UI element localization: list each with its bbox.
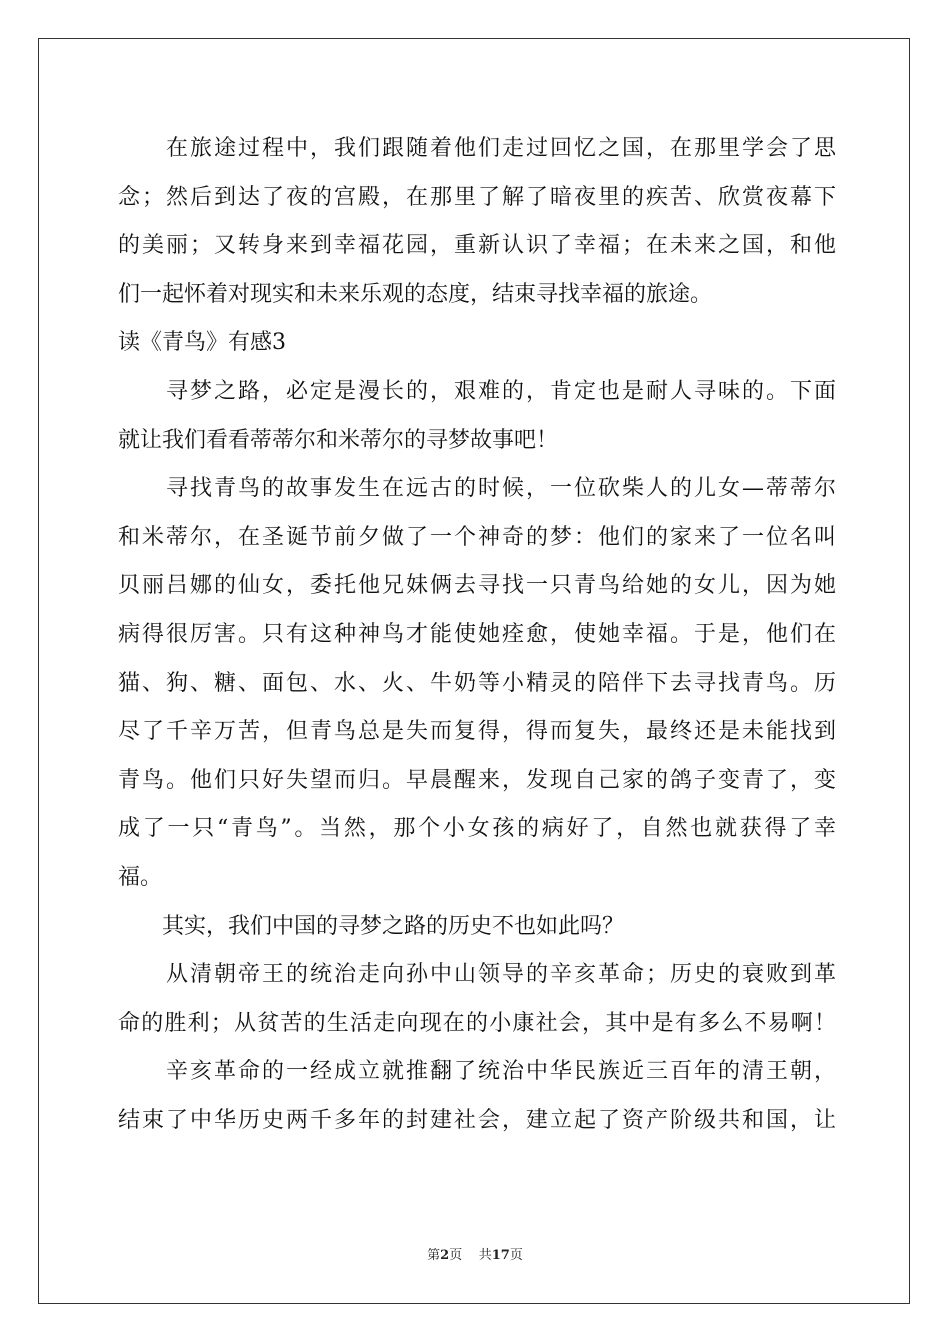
text-line: 病得很厉害。只有这种神鸟才能使她痊愈，使她幸福。于是，他们在 (118, 621, 836, 647)
text-line: 辛亥革命的一经成立就推翻了统治中华民族近三百年的清王朝， (118, 1059, 836, 1085)
total-number: 17 (491, 1248, 510, 1263)
text-line: 青鸟。他们只好失望而归。早晨醒来，发现自己家的鸽子变青了，变 (118, 767, 836, 793)
text-line: 的美丽；又转身来到幸福花园，重新认识了幸福；在未来之国，和他 (118, 233, 836, 259)
text-line: 命的胜利；从贫苦的生活走向现在的小康社会，其中是有多么不易啊！ (118, 1010, 836, 1036)
text-line: 结束了中华历史两千多年的封建社会，建立起了资产阶级共和国，让 (118, 1107, 836, 1133)
text-line: 们一起怀着对现实和未来乐观的态度，结束寻找幸福的旅途。 (118, 281, 713, 307)
document-body (118, 125, 836, 1145)
text-line: 在旅途过程中，我们跟随着他们走过回忆之国，在那里学会了思 (118, 136, 836, 161)
text-line: 和米蒂尔，在圣诞节前夕做了一个神奇的梦：他们的家来了一位名叫 (118, 524, 836, 550)
page-prefix: 第 (427, 1248, 441, 1263)
text-line: 成了一只“青鸟”。当然，那个小女孩的病好了，自然也就获得了幸 (118, 816, 836, 842)
total-prefix: 共 (478, 1248, 492, 1263)
text-line: 其实，我们中国的寻梦之路的历史不也如此吗？ (118, 913, 625, 939)
page-suffix: 页 (449, 1248, 463, 1263)
text-line: 贝丽吕娜的仙女，委托他兄妹俩去寻找一只青鸟给她的女儿，因为她 (118, 573, 836, 599)
text-line: 寻找青鸟的故事发生在远古的时候，一位砍柴人的儿女—蒂蒂尔 (118, 476, 836, 502)
text-line: 就让我们看看蒂蒂尔和米蒂尔的寻梦故事吧！ (118, 427, 559, 453)
total-suffix: 页 (509, 1248, 523, 1263)
page-number: 2 (440, 1248, 450, 1263)
text-line: 福。 (118, 864, 163, 890)
text-line: 念；然后到达了夜的宫殿，在那里了解了暗夜里的疾苦、欣赏夜幕下 (118, 184, 836, 210)
text-line: 读《青鸟》有感3 (118, 330, 286, 356)
page-footer (0, 1244, 950, 1263)
text-line: 寻梦之路，必定是漫长的，艰难的，肯定也是耐人寻味的。下面 (118, 378, 836, 404)
text-line: 从清朝帝王的统治走向孙中山领导的辛亥革命；历史的衰败到革 (118, 962, 836, 988)
text-line: 猫、狗、糖、面包、水、火、牛奶等小精灵的陪伴下去寻找青鸟。历 (118, 670, 836, 696)
text-line: 尽了千辛万苦，但青鸟总是失而复得，得而复失，最终还是未能找到 (118, 719, 836, 745)
